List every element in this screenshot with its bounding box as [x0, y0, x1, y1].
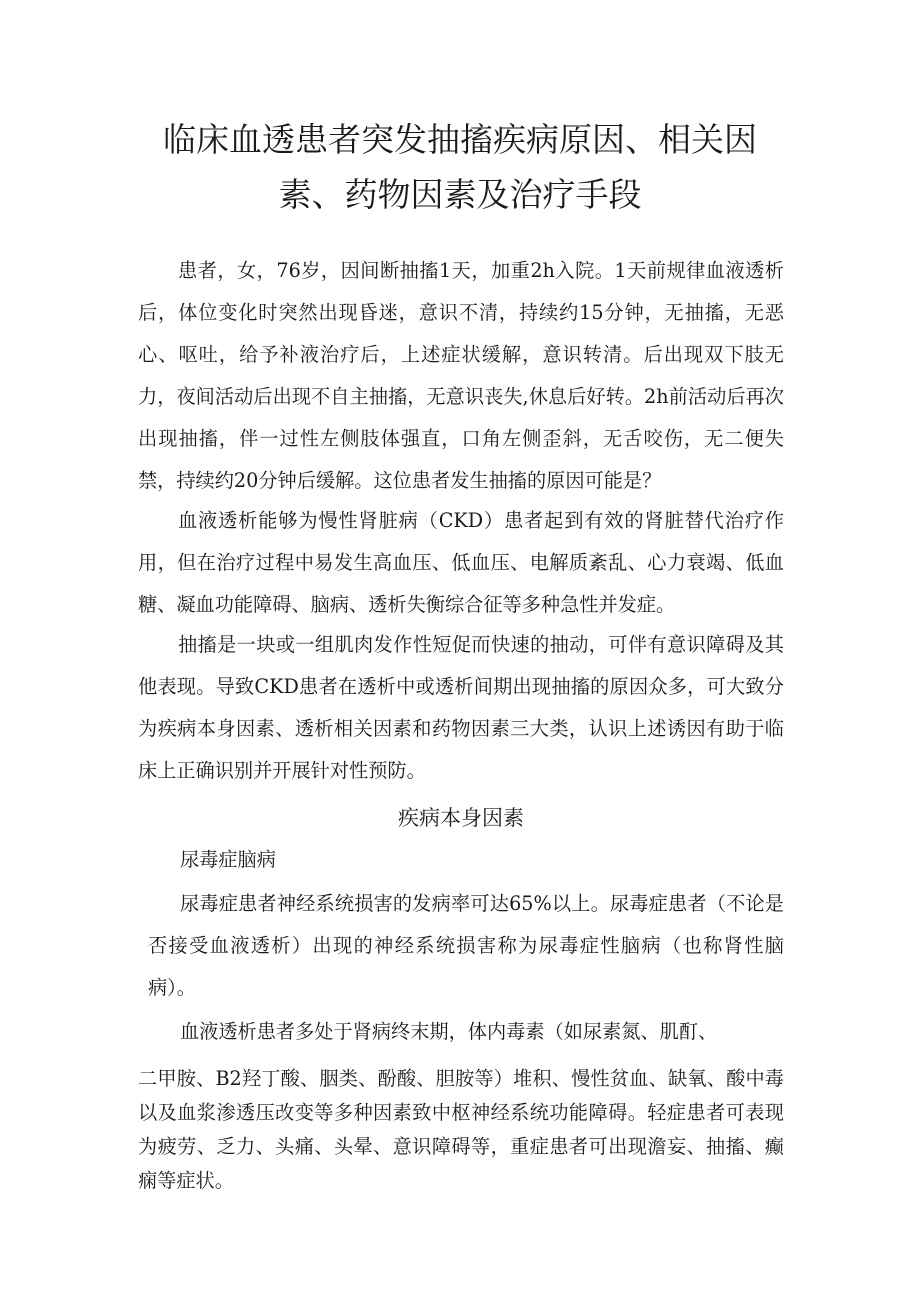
document-title: 临床血透患者突发抽搐疾病原因、相关因素、药物因素及治疗手段	[163, 120, 757, 214]
toxin-paragraph-first-line: 血液透析患者多处于肾病终末期，体内毒素（如尿素氮、肌酊、	[180, 1020, 718, 1043]
case-paragraph: 患者，女，76岁，因间断抽搐1天，加重2h入院。1天前规律血液透析后，体位变化时突然出现昏迷，意识不清，持续约15分钟，无抽搐，无恶心、呕吐，给予补液治疗后，上述症状缓解，意识转清。后出现双下肢无力，夜间活动后出现不自主抽搐，无意识丧失,休息后好转。2h前活动后再次出现抽搐，伴一过性左侧肢体强直，口角左侧歪斜，无舌咬伤，无二便失禁，持续约20分钟后缓解。这位患者发生抽搐的原因可能是？	[138, 259, 784, 492]
hemodialysis-paragraph: 血液透析能够为慢性肾脏病（CKD）患者起到有效的肾脏替代治疗作用，但在治疗过程中易发生高血压、低血压、电解质紊乱、心力衰竭、低血糖、凝血功能障碍、脑病、透析失衡综合征等多种急性并发症。	[138, 509, 784, 616]
convulsion-paragraph: 抽搐是一块或一组肌肉发作性短促而快速的抽动，可伴有意识障碍及其他表现。导致CKD患者在透析中或透析间期出现抽搐的原因众多，可大致分为疾病本身因素、透析相关因素和药物因素三大类，认识上述诱因有助于临床上正确识别并开展针对性预防。	[138, 633, 784, 782]
toxin-paragraph-body: 二甲胺、B2羟丁酸、胭类、酚酸、胆胺等）堆积、慢性贫血、缺氧、酸中毒以及血浆渗透压改变等多种因素致中枢神经系统功能障碍。轻症患者可表现为疲劳、乏力、头痛、头晕、意识障碍等，重症患者可出现澹妄、抽搐、癫痫等症状。	[138, 1067, 784, 1192]
subsection-heading: 尿毒症脑病	[180, 848, 276, 871]
uremic-encephalopathy-paragraph: 尿毒症患者神经系统损害的发病率可达65%以上。尿毒症患者（不论是否接受血液透析）出现的神经系统损害称为尿毒症性脑病（也称肾性脑病）。	[148, 892, 784, 999]
section-heading: 疾病本身因素	[398, 806, 524, 830]
